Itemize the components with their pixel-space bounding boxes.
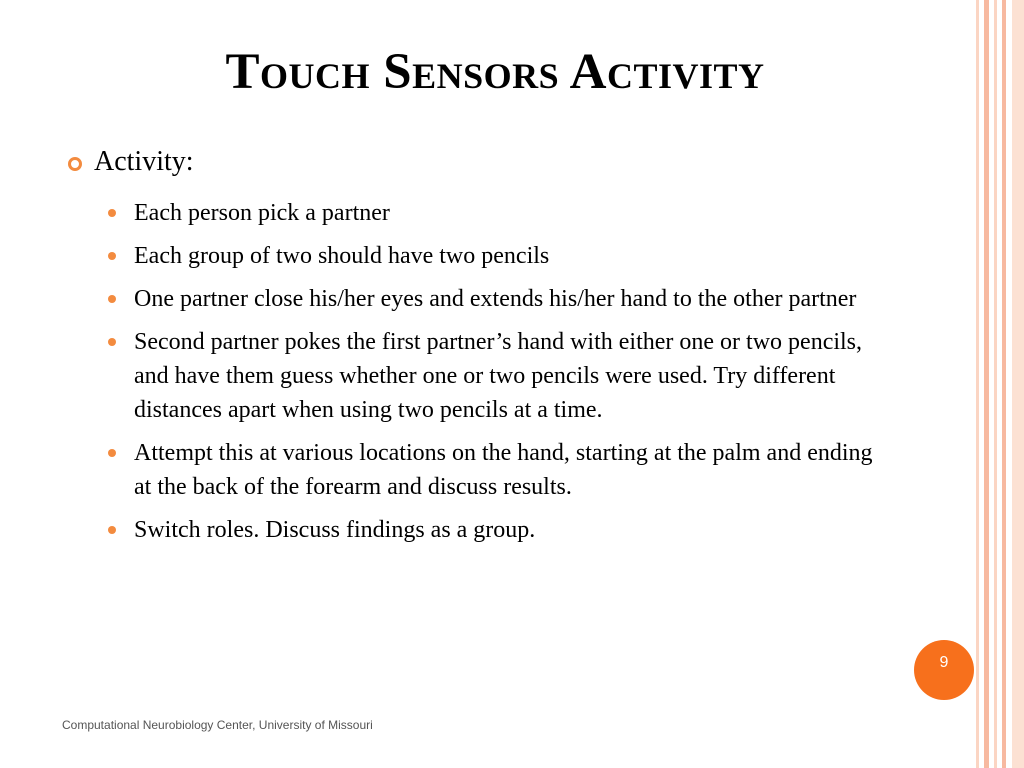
list-item-text: Each person pick a partner xyxy=(134,200,390,226)
list-item xyxy=(106,436,886,504)
list-item-text: Attempt this at various locations on the hand, starting at the palm and ending at the back of the forearm and discuss results. xyxy=(134,440,873,500)
page-number-badge: 9 xyxy=(914,640,974,700)
list-item xyxy=(106,513,886,547)
footer-text: Computational Neurobiology Center, University of Missouri xyxy=(62,718,373,732)
bullet-dot-icon xyxy=(108,209,116,217)
bullet-list xyxy=(106,196,886,556)
bullet-dot-icon xyxy=(108,252,116,260)
list-item-text: Each group of two should have two pencils xyxy=(134,243,550,269)
stripe xyxy=(994,0,997,768)
list-item-text: Second partner pokes the first partner’s hand with either one or two pencils, and have them guess whether one or two pencils were used. Try different distances apart when using two pencils at a time. xyxy=(134,329,863,423)
stripe xyxy=(1002,0,1006,768)
slide-title: Touch Sensors Activity xyxy=(225,44,765,100)
stripe xyxy=(976,0,979,768)
stripe xyxy=(984,0,989,768)
section-heading: Activity: xyxy=(94,146,194,177)
stripe xyxy=(1012,0,1024,768)
decorative-stripes xyxy=(976,0,1024,768)
bullet-dot-icon xyxy=(108,526,116,534)
list-item xyxy=(106,196,886,230)
list-item-text: Switch roles. Discuss findings as a group. xyxy=(134,517,536,543)
bullet-dot-icon xyxy=(108,295,116,303)
list-item xyxy=(106,282,886,316)
bullet-dot-icon xyxy=(108,338,116,346)
list-item xyxy=(106,239,886,273)
bullet-dot-icon xyxy=(108,449,116,457)
list-item xyxy=(106,325,886,427)
list-item-text: One partner close his/her eyes and extends his/her hand to the other partner xyxy=(134,286,857,312)
ring-bullet-icon xyxy=(68,157,82,171)
